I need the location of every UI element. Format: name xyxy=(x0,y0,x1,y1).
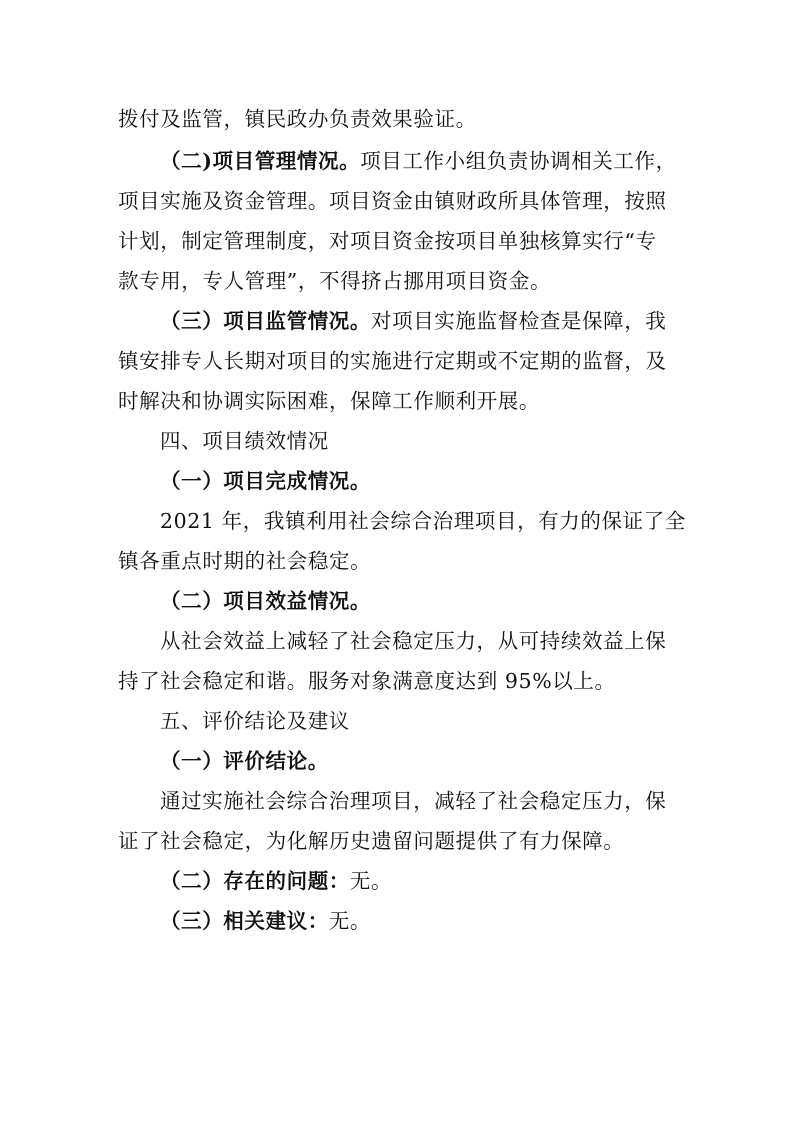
paragraph-text: 项目实施及资金管理。项目资金由镇财政所具体管理，按照 xyxy=(118,189,667,213)
subsection-heading: （三）相关建议： xyxy=(160,909,329,933)
subsection-heading: （一）评价结论。 xyxy=(160,749,329,773)
paragraph-line xyxy=(118,388,540,414)
subsection-heading: （三）项目监管情况。 xyxy=(160,309,371,333)
paragraph-text: 时解决和协调实际困难，保障工作顺利开展。 xyxy=(118,389,540,413)
paragraph-line xyxy=(118,188,667,214)
paragraph-line xyxy=(118,828,624,854)
subsection-heading: （一）项目完成情况。 xyxy=(160,469,371,493)
paragraph-text: 计划，制定管理制度，对项目资金按项目单独核算实行“专 xyxy=(118,229,657,253)
subsection-heading-line xyxy=(160,748,329,774)
section-4-title: 四、项目绩效情况 xyxy=(160,429,329,453)
section-5-title: 五、评价结论及建议 xyxy=(160,709,350,733)
subsection-heading: （二）项目效益情况。 xyxy=(160,589,371,613)
paragraph-text: 款专用，专人管理”，不得挤占挪用项目资金。 xyxy=(118,269,552,293)
subsection-inline-line xyxy=(160,868,392,894)
paragraph-line xyxy=(118,228,657,254)
paragraph-text: 持了社会稳定和谐。服务对象满意度达到 95%以上。 xyxy=(118,669,616,693)
subsection-heading-line xyxy=(160,588,371,614)
paragraph-line xyxy=(118,268,551,294)
paragraph-line xyxy=(118,668,616,694)
subsection-heading: （二）存在的问题： xyxy=(160,869,350,893)
paragraph-text: 镇各重点时期的社会稳定。 xyxy=(118,549,372,573)
paragraph-text: 2021 年，我镇利用社会综合治理项目，有力的保证了全 xyxy=(160,509,686,533)
paragraph-line xyxy=(160,628,666,654)
paragraph-line xyxy=(118,348,667,374)
section-title xyxy=(160,708,350,734)
paragraph-text: 无。 xyxy=(349,869,393,893)
section-title xyxy=(160,428,329,454)
subsection-heading: （二)项目管理情况。 xyxy=(160,149,361,173)
paragraph-line xyxy=(160,788,666,814)
subsection-heading-line xyxy=(160,468,371,494)
subsection-inline-line xyxy=(160,908,371,934)
paragraph-text: 镇安排专人长期对项目的实施进行定期或不定期的监督，及 xyxy=(118,349,667,373)
paragraph-text: 证了社会稳定，为化解历史遗留问题提供了有力保障。 xyxy=(118,829,625,853)
section-3-2-first-line xyxy=(160,148,677,174)
paragraph-text: 无。 xyxy=(328,909,372,933)
paragraph-line xyxy=(118,548,371,574)
section-3-3-first-line xyxy=(160,308,666,334)
continuation-line xyxy=(118,106,477,132)
paragraph-text: 对项目实施监督检查是保障，我 xyxy=(371,309,667,333)
paragraph-text: 项目工作小组负责协调相关工作， xyxy=(360,149,677,173)
paragraph-text: 拨付及监管，镇民政办负责效果验证。 xyxy=(118,107,477,131)
paragraph-text: 通过实施社会综合治理项目，减轻了社会稳定压力，保 xyxy=(160,789,667,813)
paragraph-line xyxy=(160,508,686,534)
paragraph-text: 从社会效益上减轻了社会稳定压力，从可持续效益上保 xyxy=(160,629,667,653)
